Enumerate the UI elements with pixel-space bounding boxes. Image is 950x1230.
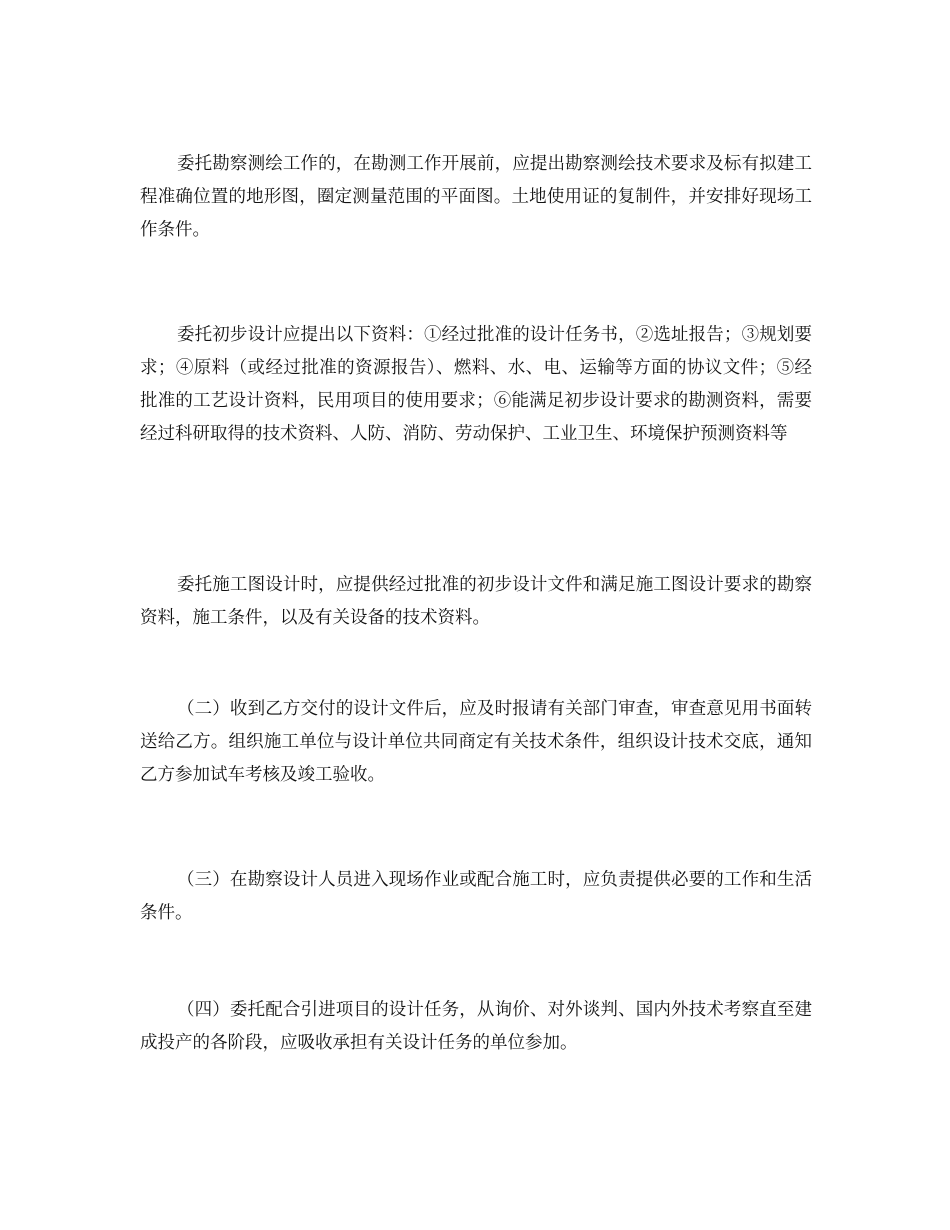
paragraph-item-four-imported-projects: （四）委托配合引进项目的设计任务，从询价、对外谈判、国内外技术考察直至建成投产的各阶段，应吸收承担有关设计任务的单位参加。 [140, 1000, 812, 1053]
paragraph-item-three-site-conditions: （三）在勘察设计人员进入现场作业或配合施工时，应负责提供必要的工作和生活条件。 [140, 870, 812, 923]
paragraph-survey-requirements: 委托勘察测绘工作的，在勘测工作开展前，应提出勘察测绘技术要求及标有拟建工程准确位置的地形图，圈定测量范围的平面图。土地使用证的复制件，并安排好现场工作条件。 [140, 154, 812, 240]
paragraph-preliminary-design-materials: 委托初步设计应提出以下资料：①经过批准的设计任务书，②选址报告；③规划要求；④原料（或经过批准的资源报告）、燃料、水、电、运输等方面的协议文件；⑤经批准的工艺设计资料，民用项目的使用要求；⑥能满足初步设计要求的勘测资料，需要经过科研取得的技术资料、人防、消防、劳动保护、工业卫生、环境保护预测资料等 [140, 325, 812, 444]
paragraph-construction-drawing-design: 委托施工图设计时，应提供经过批准的初步设计文件和满足施工图设计要求的勘察资料，施工条件，以及有关设备的技术资料。 [140, 575, 812, 628]
paragraph-item-two-review: （二）收到乙方交付的设计文件后，应及时报请有关部门审查，审查意见用书面转送给乙方。组织施工单位与设计单位共同商定有关技术条件，组织设计技术交底，通知乙方参加试车考核及竣工验收。 [140, 699, 812, 785]
